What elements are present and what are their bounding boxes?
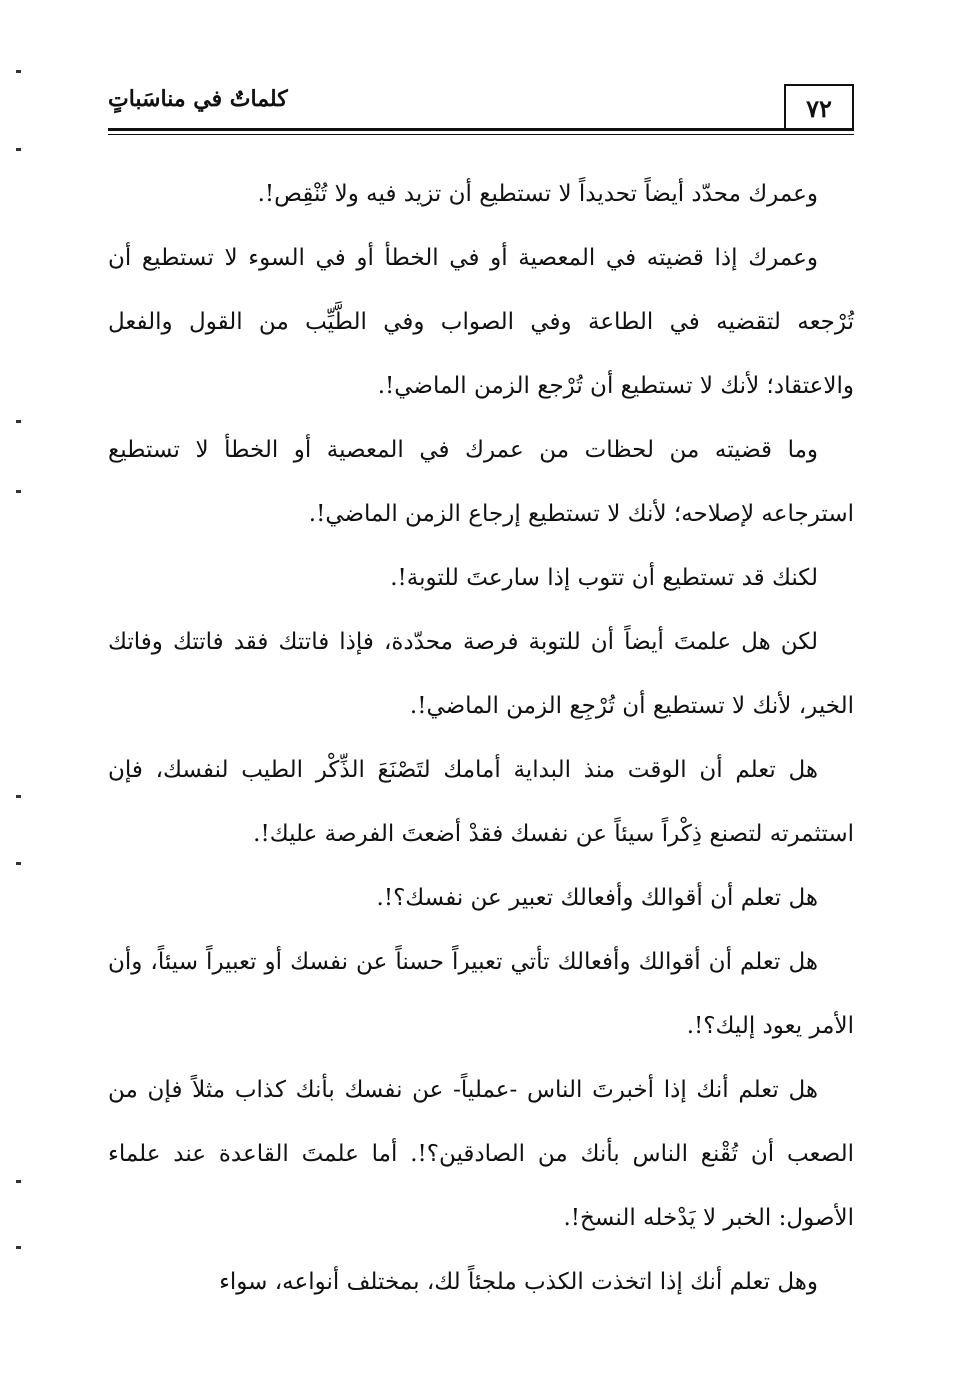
margin-mark — [16, 1180, 21, 1183]
margin-mark — [16, 862, 21, 865]
running-title: كلماتٌ في مناسَباتٍ — [108, 86, 288, 112]
margin-mark — [16, 1246, 21, 1249]
paragraph: لكن هل علمتَ أيضاً أن للتوبة فرصة محدّدة، فإذا فاتتك فقد فاتتك وفاتك الخير، لأنك لا تستطيع أن تُرْجِع الزمن الماضي!. — [108, 629, 854, 719]
page-number: ٧٢ — [784, 84, 854, 130]
margin-mark — [16, 795, 21, 798]
header-rule-thick — [108, 128, 854, 131]
paragraph: وعمرك إذا قضيته في المعصية أو في الخطأ أو في السوء لا تستطيع أن تُرْجعه لتقضيه في الطاعة وفي الصواب وفي الطَّيِّب من القول والفعل والاعتقاد؛ لأنك لا تستطيع أن تُرْجع الزمن الماضي!. — [108, 245, 854, 399]
margin-mark — [16, 148, 21, 151]
paragraph: لكنك قد تستطيع أن تتوب إذا سارعتَ للتوبة!. — [390, 565, 818, 591]
paragraph: وعمرك محدّد أيضاً تحديداً لا تستطيع أن تزيد فيه ولا تُنْقِص!. — [257, 181, 818, 207]
paragraph: هل تعلم أن الوقت منذ البداية أمامك لتَصْنَعَ الذِّكْر الطيب لنفسك، فإن استثمرته لتصنع ذِكْراً سيئاً عن نفسك فقدْ أضعتَ الفرصة عليك!. — [108, 757, 854, 847]
paragraph: هل تعلم أنك إذا أخبرتَ الناس -عملياً- عن نفسك بأنك كذاب مثلاً فإن من الصعب أن تُقْنع الناس بأنك من الصادقين؟!. أما علمتَ القاعدة عند علماء الأصول: الخبر لا يَدْخله النسخ!. — [108, 1077, 854, 1231]
page-header — [108, 80, 854, 136]
margin-mark — [16, 490, 21, 493]
margin-mark — [16, 420, 21, 423]
margin-mark — [16, 70, 21, 73]
header-rule-thin — [108, 134, 854, 135]
paragraph: وما قضيته من لحظات من عمرك في المعصية أو الخطأ لا تستطيع استرجاعه لإصلاحه؛ لأنك لا تستطيع إرجاع الزمن الماضي!. — [108, 437, 854, 527]
paragraph: هل تعلم أن أقوالك وأفعالك تأتي تعبيراً حسناً عن نفسك أو تعبيراً سيئاً، وأن الأمر يعود إليك؟!. — [108, 949, 854, 1039]
paragraph: هل تعلم أن أقوالك وأفعالك تعبير عن نفسك؟!. — [376, 885, 818, 911]
body-text — [108, 162, 854, 1314]
paragraph: وهل تعلم أنك إذا اتخذت الكذب ملجئاً لك، بمختلف أنواعه، سواء — [219, 1269, 818, 1295]
